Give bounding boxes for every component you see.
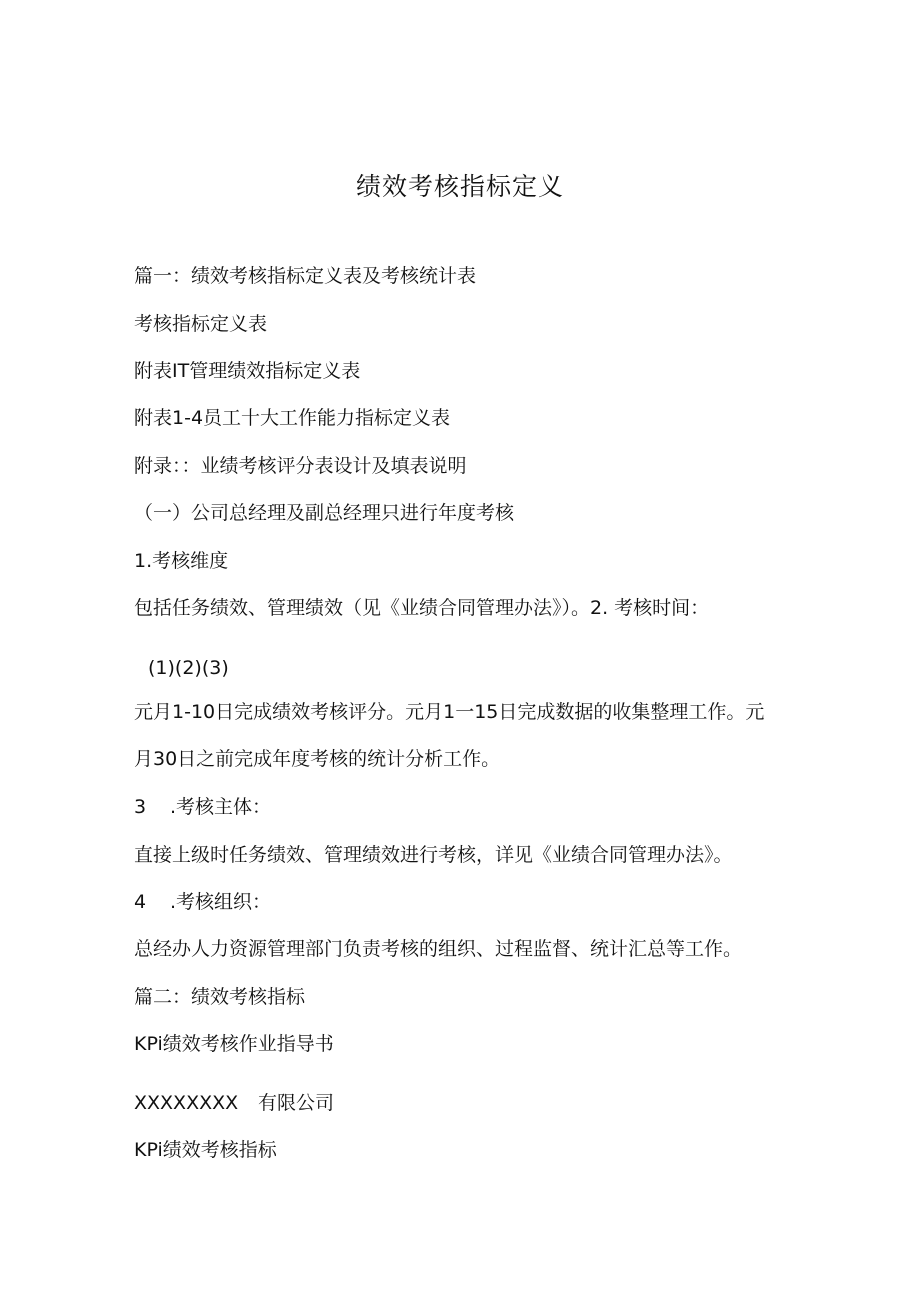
company-name: 有限公司	[258, 1092, 335, 1114]
section-heading-1: 篇一：绩效考核指标定义表及考核统计表	[134, 265, 477, 287]
company-line	[134, 1089, 334, 1117]
item-text: .考核主体：	[170, 796, 272, 818]
document-title: 绩效考核指标定义	[355, 172, 564, 201]
text-line: 直接上级时任务绩效、管理绩效进行考核，详见《业绩合同管理办法》。	[134, 844, 733, 866]
numbered-item-4	[134, 888, 271, 916]
text-line: 元月1-10日完成绩效考核评分。元月1一15日完成数据的收集整理工作。元	[134, 701, 765, 723]
text-line: 附表1-4员工十大工作能力指标定义表	[134, 407, 451, 429]
text-line: 1.考核维度	[134, 550, 229, 572]
numbered-item-3	[134, 793, 271, 821]
company-code: XXXXXXXX	[134, 1092, 239, 1114]
item-text: .考核组织：	[170, 891, 272, 913]
text-line: （一）公司总经理及副总经理只进行年度考核	[134, 502, 515, 524]
text-line: KPi绩效考核作业指导书	[134, 1033, 334, 1055]
item-number: 3	[134, 796, 147, 818]
text-line: 总经办人力资源管理部门负责考核的组织、过程监督、统计汇总等工作。	[134, 938, 743, 960]
text-line: KPi绩效考核指标	[134, 1139, 277, 1161]
text-line: 考核指标定义表	[134, 313, 268, 335]
section-heading-2: 篇二：绩效考核指标	[134, 986, 306, 1008]
text-line: 附表IT管理绩效指标定义表	[134, 360, 361, 382]
item-number: 4	[134, 891, 147, 913]
text-line: 月30日之前完成年度考核的统计分析工作。	[134, 748, 501, 770]
text-line: (1)(2)(3)	[148, 657, 229, 679]
text-line: 附录：：业绩考核评分表设计及填表说明	[134, 455, 467, 477]
text-line: 包括任务绩效、管理绩效（见《业绩合同管理办法》）。2. 考核时间：	[134, 597, 710, 619]
